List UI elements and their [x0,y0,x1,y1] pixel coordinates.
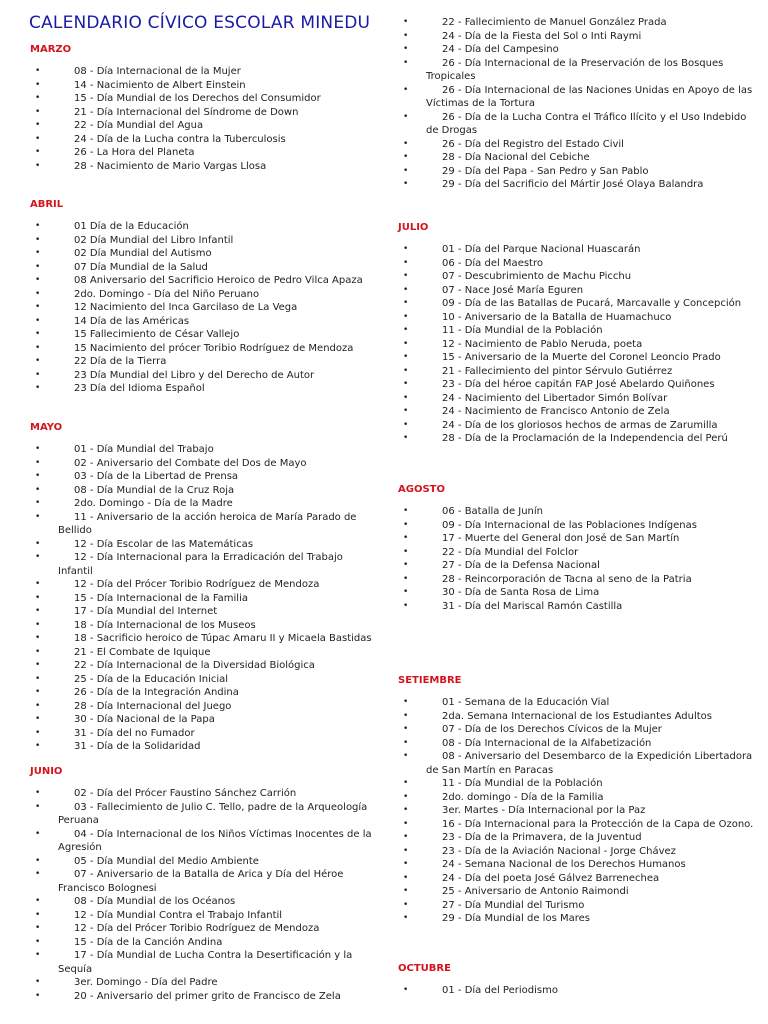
page-title: CALENDARIO CÍVICO ESCOLAR MINEDU [29,13,371,33]
event-item: • 28 - Día Internacional del Juego [30,700,375,714]
event-item: • 15 - Aniversario de la Muerte del Coronel Leoncio Prado [398,351,758,365]
event-item: • 23 - Día de la Primavera, de la Juventud [398,831,758,845]
event-item: • 15 - Día Mundial de los Derechos del Consumidor [30,92,375,106]
event-item: • 06 - Batalla de Junín [398,505,758,519]
event-list [398,696,758,926]
event-item: • 07 - Descubrimiento de Machu Picchu [398,270,758,284]
event-item: • 22 - Fallecimiento de Manuel González Prada [398,16,758,30]
event-item: • 01 - Día del Periodismo [398,984,758,998]
month-section-agosto [398,483,758,613]
event-item: • 24 - Día del Campesino [398,43,758,57]
month-section-junio [30,765,375,1003]
event-item: • 12 - Nacimiento de Pablo Neruda, poeta [398,338,758,352]
event-item: • 07 - Día de los Derechos Cívicos de la Mujer [398,723,758,737]
month-section-junio-continued [398,16,758,192]
month-heading: AGOSTO [398,484,445,495]
event-item: • 30 - Día Nacional de la Papa [30,713,375,727]
event-item: • 11 - Día Mundial de la Población [398,324,758,338]
month-section-marzo [30,43,375,173]
event-item: • 12 Nacimiento del Inca Garcilaso de La Vega [30,301,375,315]
event-item: • 06 - Día del Maestro [398,257,758,271]
event-item: • 21 - El Combate de Iquique [30,646,375,660]
event-item: • 02 - Día del Prócer Faustino Sánchez Carrión [30,787,375,801]
event-item: • 08 Aniversario del Sacrificio Heroico de Pedro Vilca Apaza [30,274,375,288]
event-item: • 22 - Día Internacional de la Diversidad Biológica [30,659,375,673]
month-section-octubre [398,962,758,998]
event-item: • 01 - Día Mundial del Trabajo [30,443,375,457]
month-heading: SETIEMBRE [398,675,462,686]
month-section-setiembre [398,674,758,926]
event-item: • 10 - Aniversario de la Batalla de Huamachuco [398,311,758,325]
event-item: • 27 - Día Mundial del Turismo [398,899,758,913]
event-item: • 18 - Sacrificio heroico de Túpac Amaru II y Micaela Bastidas [30,632,375,646]
event-item: • 23 Día Mundial del Libro y del Derecho de Autor [30,369,375,383]
event-list [30,220,375,396]
event-item: • 15 - Día Internacional de la Familia [30,592,375,606]
event-item: • 31 - Día de la Solidaridad [30,740,375,754]
event-item: • 09 - Día de las Batallas de Pucará, Marcavalle y Concepción [398,297,758,311]
event-item: • 01 - Día del Parque Nacional Huascarán [398,243,758,257]
event-item: • 31 - Día del no Fumador [30,727,375,741]
event-item: • 12 - Día Escolar de las Matemáticas [30,538,375,552]
month-section-mayo [30,421,375,754]
event-item: • 28 - Reincorporación de Tacna al seno de la Patria [398,573,758,587]
event-item: • 24 - Nacimiento de Francisco Antonio de Zela [398,405,758,419]
event-item: • 24 - Día de la Lucha contra la Tuberculosis [30,133,375,147]
event-item: • 30 - Día de Santa Rosa de Lima [398,586,758,600]
event-item: • 04 - Día Internacional de los Niños Víctimas Inocentes de la Agresión [30,828,375,855]
event-item: • 26 - Día de la Lucha Contra el Tráfico Ilícito y el Uso Indebido de Drogas [398,111,758,138]
event-item: • 24 - Día de la Fiesta del Sol o Inti Raymi [398,30,758,44]
event-item: • 21 - Día Internacional del Síndrome de Down [30,106,375,120]
event-item: • 26 - Día del Registro del Estado Civil [398,138,758,152]
month-heading: MARZO [30,44,72,55]
event-item: • 23 - Día de la Aviación Nacional - Jorge Chávez [398,845,758,859]
event-item: • 20 - Aniversario del primer grito de Francisco de Zela [30,990,375,1004]
event-item: • 22 Día de la Tierra [30,355,375,369]
event-item: • 31 - Día del Mariscal Ramón Castilla [398,600,758,614]
event-item: • 07 - Aniversario de la Batalla de Arica y Día del Héroe Francisco Bolognesi [30,868,375,895]
event-item: • 08 - Día Internacional de la Mujer [30,65,375,79]
month-section-julio [398,221,758,446]
event-item: • 23 - Día del héroe capitán FAP José Abelardo Quiñones [398,378,758,392]
event-item: • 02 Día Mundial del Libro Infantil [30,234,375,248]
event-item: • 26 - La Hora del Planeta [30,146,375,160]
event-item: • 05 - Día Mundial del Medio Ambiente [30,855,375,869]
event-item: • 3er. Martes - Día Internacional por la Paz [398,804,758,818]
event-item: • 26 - Día de la Integración Andina [30,686,375,700]
event-item: • 3er. Domingo - Día del Padre [30,976,375,990]
event-item: • 09 - Día Internacional de las Poblaciones Indígenas [398,519,758,533]
event-item: • 02 - Aniversario del Combate del Dos de Mayo [30,457,375,471]
event-list [398,505,758,613]
month-section-abril [30,198,375,396]
event-item: • 12 - Día del Prócer Toribio Rodríguez de Mendoza [30,922,375,936]
event-item: • 12 - Día del Prócer Toribio Rodríguez de Mendoza [30,578,375,592]
event-item: • 03 - Fallecimiento de Julio C. Tello, padre de la Arqueología Peruana [30,801,375,828]
month-heading: ABRIL [30,199,64,210]
event-item: • 22 - Día Mundial del Folclor [398,546,758,560]
month-heading: MAYO [30,422,63,433]
event-item: • 16 - Día Internacional para la Protección de la Capa de Ozono. [398,818,758,832]
event-item: • 01 - Semana de la Educación Vial [398,696,758,710]
event-item: • 2da. Semana Internacional de los Estudiantes Adultos [398,710,758,724]
event-list [398,16,758,192]
event-item: • 2do. domingo - Día de la Familia [398,791,758,805]
event-item: • 24 - Semana Nacional de los Derechos Humanos [398,858,758,872]
month-heading: JUNIO [30,766,63,777]
event-item: • 24 - Día de los gloriosos hechos de armas de Zarumilla [398,419,758,433]
event-item: • 15 Fallecimiento de César Vallejo [30,328,375,342]
event-list [30,787,375,1003]
event-item: • 08 - Día Mundial de la Cruz Roja [30,484,375,498]
event-item: • 12 - Día Mundial Contra el Trabajo Infantil [30,909,375,923]
event-list [30,65,375,173]
event-item: • 24 - Nacimiento del Libertador Simón Bolívar [398,392,758,406]
event-item: • 22 - Día Mundial del Agua [30,119,375,133]
event-item: • 18 - Día Internacional de los Museos [30,619,375,633]
event-item: • 14 Día de las Américas [30,315,375,329]
event-item: • 08 - Aniversario del Desembarco de la Expedición Libertadora de San Martín en Paracas [398,750,758,777]
event-item: • 01 Día de la Educación [30,220,375,234]
event-item: • 29 - Día Mundial de los Mares [398,912,758,926]
event-item: • 17 - Día Mundial del Internet [30,605,375,619]
event-list [30,443,375,754]
event-item: • 25 - Día de la Educación Inicial [30,673,375,687]
event-list [398,984,758,998]
event-item: • 12 - Día Internacional para la Erradicación del Trabajo Infantil [30,551,375,578]
event-item: • 07 Día Mundial de la Salud [30,261,375,275]
event-item: • 23 Día del Idioma Español [30,382,375,396]
event-item: • 24 - Día del poeta José Gálvez Barrenechea [398,872,758,886]
event-item: • 02 Día Mundial del Autismo [30,247,375,261]
event-item: • 27 - Día de la Defensa Nacional [398,559,758,573]
event-item: • 15 Nacimiento del prócer Toribio Rodríguez de Mendoza [30,342,375,356]
event-item: • 08 - Día Mundial de los Océanos [30,895,375,909]
event-item: • 2do. Domingo - Día del Niño Peruano [30,288,375,302]
event-item: • 2do. Domingo - Día de la Madre [30,497,375,511]
event-item: • 08 - Día Internacional de la Alfabetización [398,737,758,751]
event-item: • 21 - Fallecimiento del pintor Sérvulo Gutiérrez [398,365,758,379]
event-item: • 28 - Día Nacional del Cebiche [398,151,758,165]
event-item: • 03 - Día de la Libertad de Prensa [30,470,375,484]
event-item: • 29 - Día del Papa - San Pedro y San Pablo [398,165,758,179]
event-item: • 17 - Muerte del General don José de San Martín [398,532,758,546]
event-list [398,243,758,446]
event-item: • 17 - Día Mundial de Lucha Contra la Desertificación y la Sequía [30,949,375,976]
event-item: • 25 - Aniversario de Antonio Raimondi [398,885,758,899]
event-item: • 28 - Día de la Proclamación de la Independencia del Perú [398,432,758,446]
event-item: • 11 - Día Mundial de la Población [398,777,758,791]
event-item: • 29 - Día del Sacrificio del Mártir José Olaya Balandra [398,178,758,192]
event-item: • 15 - Día de la Canción Andina [30,936,375,950]
event-item: • 28 - Nacimiento de Mario Vargas Llosa [30,160,375,174]
event-item: • 26 - Día Internacional de la Preservación de los Bosques Tropicales [398,57,758,84]
event-item: • 07 - Nace José María Eguren [398,284,758,298]
event-item: • 26 - Día Internacional de las Naciones Unidas en Apoyo de las Víctimas de la Tortura [398,84,758,111]
event-item: • 14 - Nacimiento de Albert Einstein [30,79,375,93]
month-heading: OCTUBRE [398,963,451,974]
event-item: • 11 - Aniversario de la acción heroica de María Parado de Bellido [30,511,375,538]
month-heading: JULIO [398,222,429,233]
